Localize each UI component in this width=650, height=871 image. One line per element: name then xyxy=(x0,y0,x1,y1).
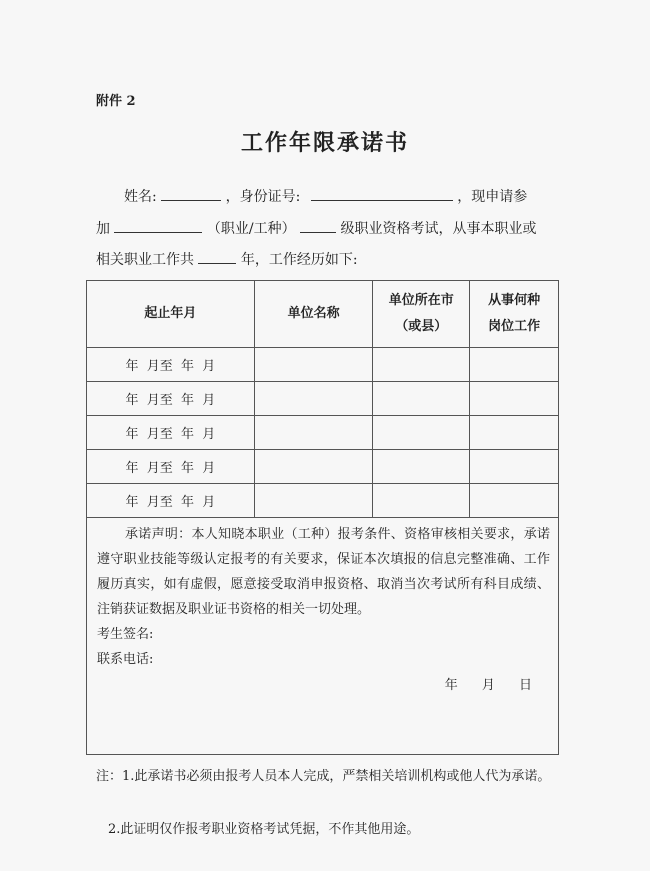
years-blank[interactable] xyxy=(198,249,236,264)
header-period: 起止年月 xyxy=(87,281,255,348)
period-cell[interactable]: 年 月至 年 月 xyxy=(87,484,255,518)
period-cell[interactable]: 年 月至 年 月 xyxy=(87,416,255,450)
job-cell[interactable] xyxy=(470,348,559,382)
job-cell[interactable] xyxy=(470,382,559,416)
table-row xyxy=(87,450,559,484)
apply-label: ，现申请参 xyxy=(457,189,528,205)
date-line[interactable]: 年 月 日 xyxy=(444,678,532,693)
id-label: ，身份证号: xyxy=(225,189,301,205)
header-unit-name: 单位名称 xyxy=(254,281,373,348)
unit-city-cell[interactable] xyxy=(373,348,470,382)
table-row xyxy=(87,382,559,416)
unit-name-cell[interactable] xyxy=(254,484,373,518)
phone-label[interactable]: 联系电话: xyxy=(97,652,154,667)
header-job xyxy=(470,281,559,348)
unit-city-cell[interactable] xyxy=(373,382,470,416)
job-cell[interactable] xyxy=(470,484,559,518)
period-cell[interactable]: 年 月至 年 月 xyxy=(87,450,255,484)
declaration-text: 承诺声明：本人知晓本职业（工种）报考条件、资格审核相关要求，承诺遵守职业技能等级认定报考的有关要求，保证本次填报的信息完整准确、工作履历真实，如有虚假，愿意接受取消申报资格、取消当次考试所有科目成绩、注销获证数据及职业证书资格的相关一切处理。 xyxy=(97,527,550,617)
unit-city-cell[interactable] xyxy=(373,450,470,484)
unit-city-cell[interactable] xyxy=(373,484,470,518)
years-label: 相关职业工作共 xyxy=(96,252,194,268)
join-label: 加 xyxy=(96,221,110,237)
level-blank[interactable] xyxy=(300,218,336,233)
work-history-table xyxy=(86,280,559,755)
period-cell[interactable]: 年 月至 年 月 xyxy=(87,382,255,416)
intro-line-1 xyxy=(124,186,527,206)
signature-label[interactable]: 考生签名: xyxy=(97,627,154,642)
id-blank[interactable] xyxy=(311,186,453,201)
table-row xyxy=(87,484,559,518)
header-unit-city-line1: 单位所在市 xyxy=(388,293,454,308)
name-blank[interactable] xyxy=(161,186,221,201)
header-job-line1: 从事何种 xyxy=(488,293,541,308)
table-header-row xyxy=(87,281,559,348)
header-job-line2: 岗位工作 xyxy=(488,319,541,334)
unit-name-cell[interactable] xyxy=(254,348,373,382)
declaration-row xyxy=(87,518,559,755)
experience-label: 年，工作经历如下: xyxy=(240,252,358,268)
table-row xyxy=(87,416,559,450)
unit-name-cell[interactable] xyxy=(254,450,373,484)
level-label: 级职业资格考试，从事本职业或 xyxy=(340,221,537,237)
unit-city-cell[interactable] xyxy=(373,416,470,450)
header-unit-city-line2: （或县） xyxy=(395,319,448,334)
header-unit-city xyxy=(373,281,470,348)
occupation-blank[interactable] xyxy=(114,218,202,233)
note-1: 注：1.此承诺书必须由报考人员本人完成，严禁相关培训机构或他人代为承诺。 xyxy=(96,769,551,784)
name-label: 姓名: xyxy=(124,189,157,205)
table-row xyxy=(87,348,559,382)
attachment-label: 附件 2 xyxy=(96,94,136,109)
unit-name-cell[interactable] xyxy=(254,382,373,416)
period-cell[interactable]: 年 月至 年 月 xyxy=(87,348,255,382)
intro-line-3 xyxy=(96,249,358,269)
job-cell[interactable] xyxy=(470,450,559,484)
unit-name-cell[interactable] xyxy=(254,416,373,450)
intro-line-2 xyxy=(96,218,537,238)
declaration-cell xyxy=(87,518,559,755)
note-2: 2.此证明仅作报考职业资格考试凭据，不作其他用途。 xyxy=(108,822,420,837)
occupation-label: （职业/工种） xyxy=(206,221,296,237)
document-title: 工作年限承诺书 xyxy=(240,130,409,156)
job-cell[interactable] xyxy=(470,416,559,450)
